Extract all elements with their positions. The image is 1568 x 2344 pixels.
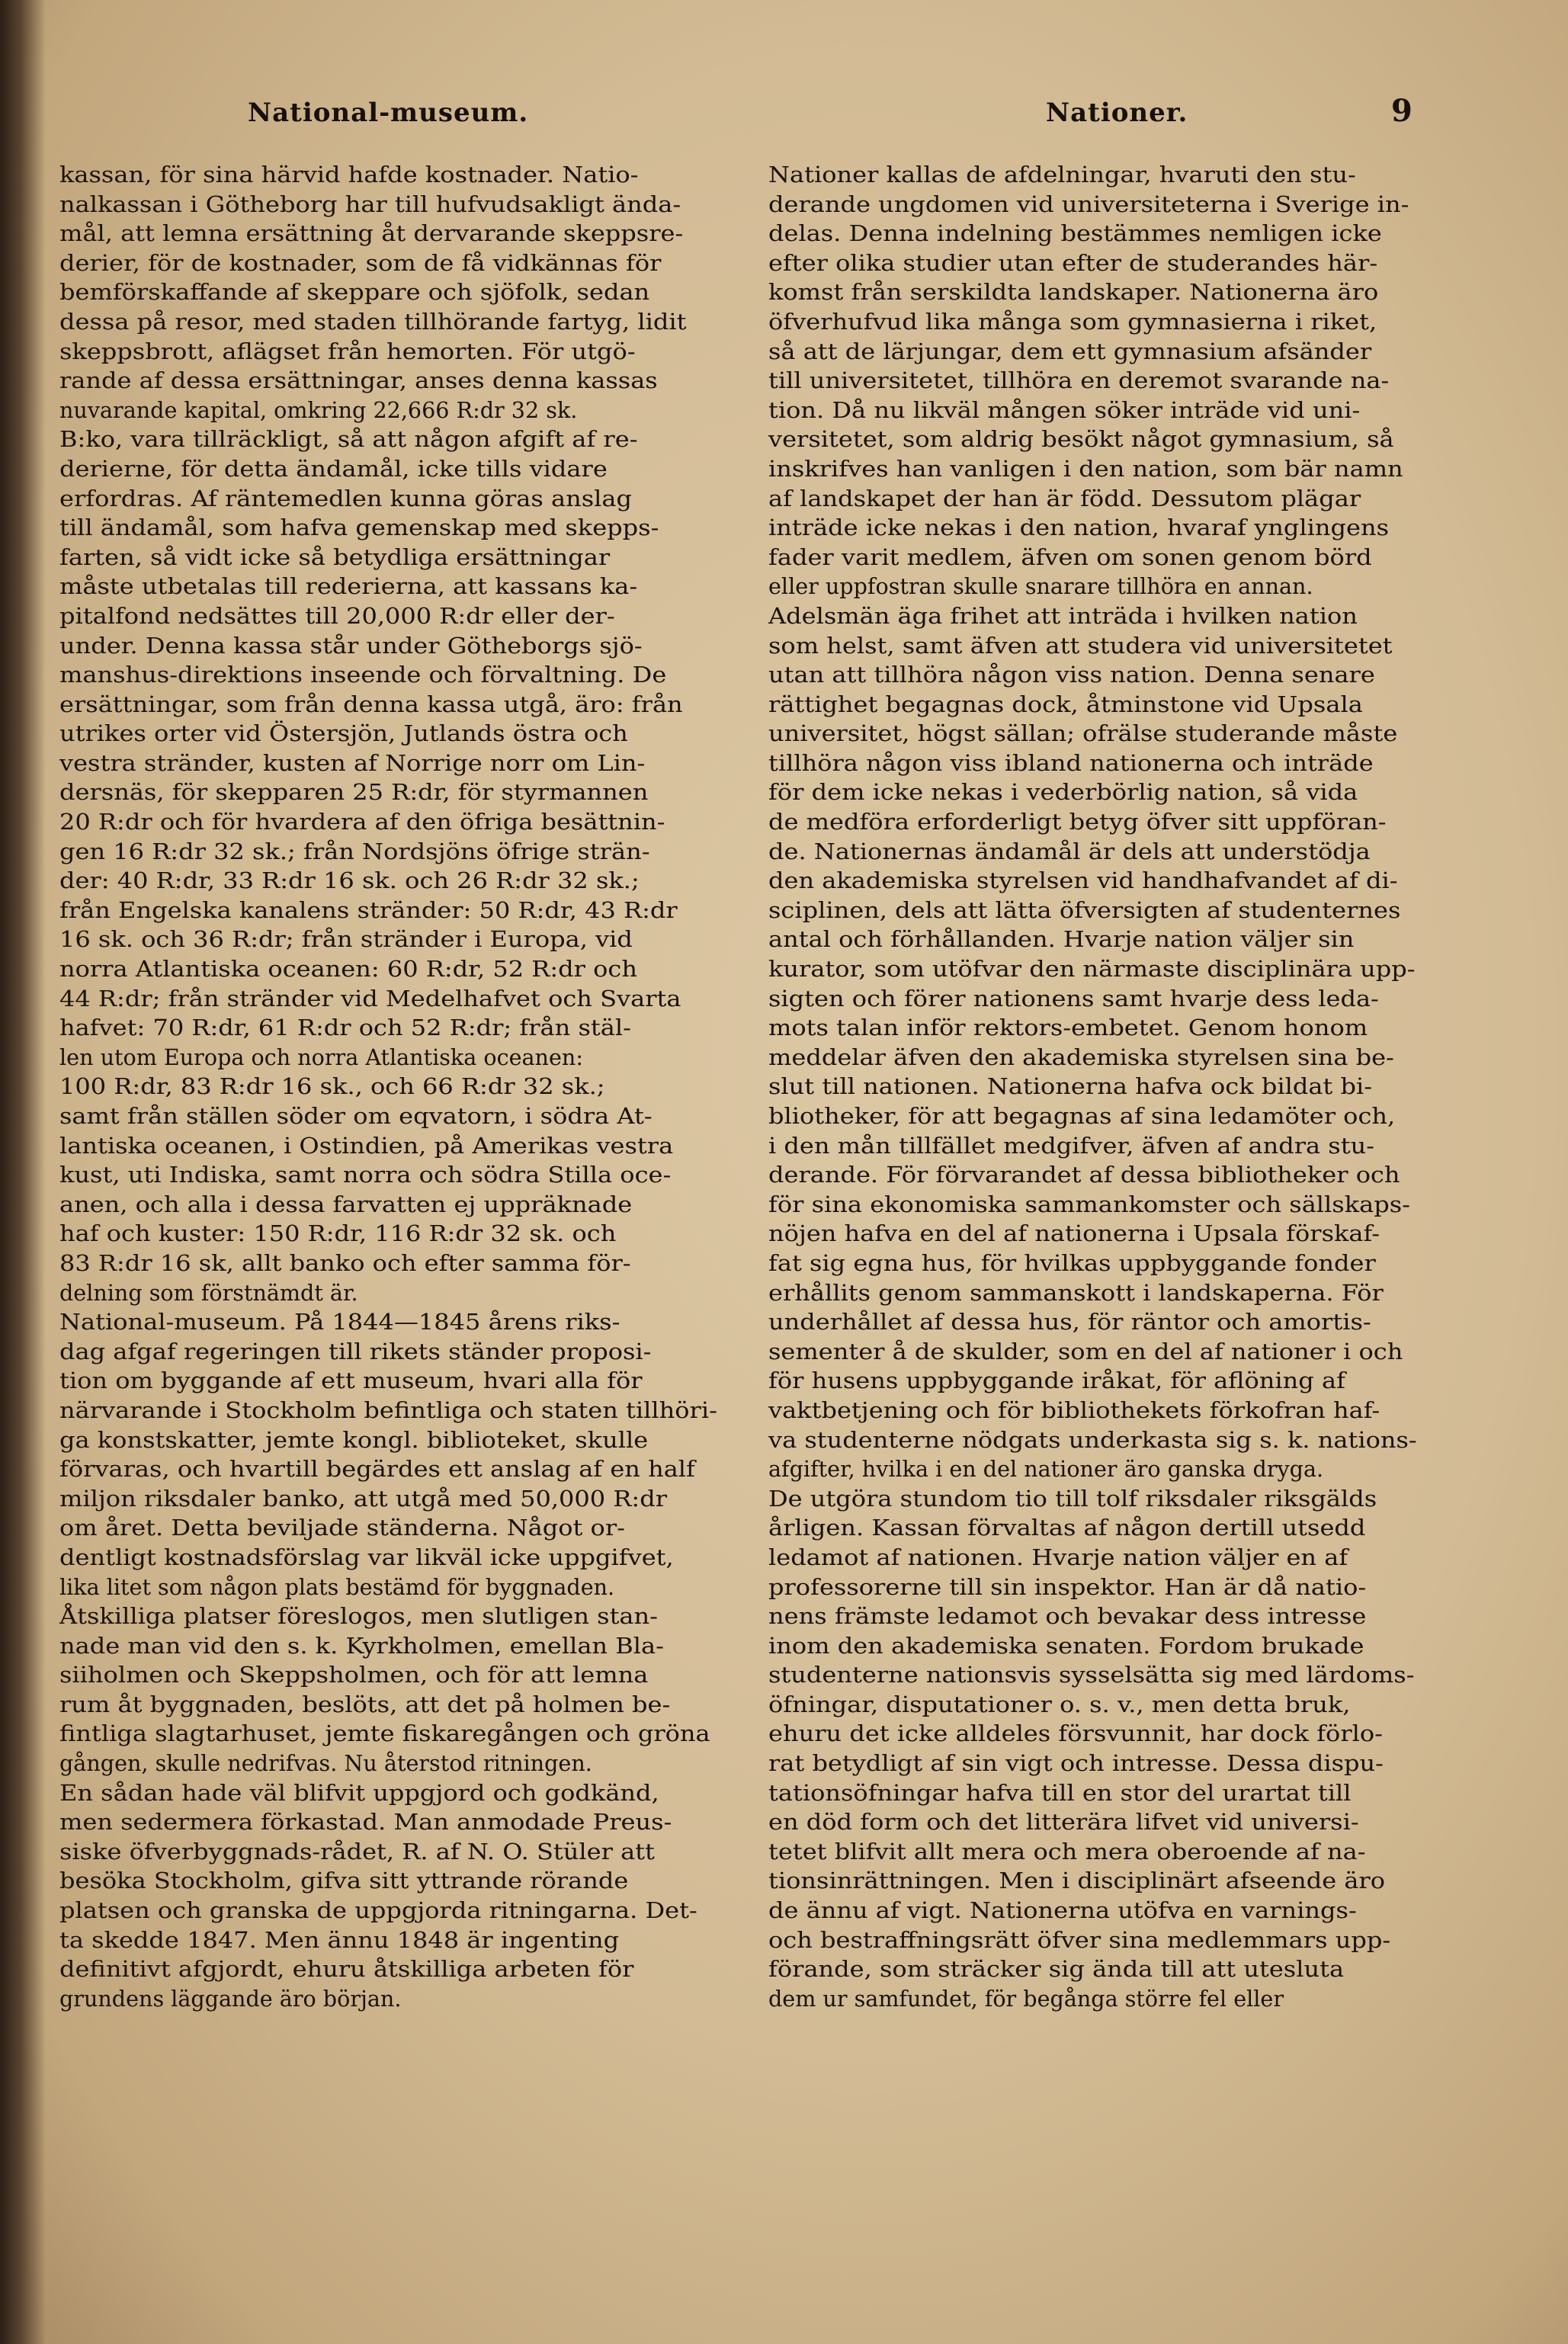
text-line: måste utbetalas till rederierna, att kassans ka- xyxy=(59,573,638,600)
text-line: 44 R:dr; från stränder vid Medelhafvet och Svarta xyxy=(59,985,681,1012)
text-line: sigten och förer nationens samt hvarje dess leda- xyxy=(768,985,1379,1012)
text-line: så att de lärjungar, dem ett gymnasium afsänder xyxy=(768,338,1372,364)
running-header-right: Nationer. xyxy=(1046,98,1188,128)
text-line: grundens läggande äro början. xyxy=(59,1985,402,2012)
text-line: besöka Stockholm, gifva sitt yttrande rörande xyxy=(59,1868,629,1894)
text-line: tetet blifvit allt mera och mera oberoende af na- xyxy=(768,1838,1366,1865)
text-line: förvaras, och hvartill begärdes ett anslag af en half xyxy=(59,1456,695,1483)
text-line: utrikes orter vid Östersjön, Jutlands östra och xyxy=(59,720,628,747)
page-spine-shadow xyxy=(0,0,46,2344)
text-line: bliotheker, för att begagnas af sina ledamöter och, xyxy=(768,1103,1396,1129)
text-line: lantiska oceanen, i Ostindien, på Amerikas vestra xyxy=(59,1132,674,1159)
text-line: kurator, som utöfvar den närmaste disciplinära upp- xyxy=(768,956,1416,983)
text-line: mål, att lemna ersättning åt dervarande skeppsre- xyxy=(59,220,684,247)
text-line: der: 40 R:dr, 33 R:dr 16 sk. och 26 R:dr 32 sk.; xyxy=(59,867,640,894)
text-line: hafvet: 70 R:dr, 61 R:dr och 52 R:dr; från stäl- xyxy=(59,1015,631,1041)
text-line: sementer å de skulder, som en del af nationer i och xyxy=(768,1338,1403,1364)
text-line: ga konstskatter, jemte kongl. biblioteket, skulle xyxy=(59,1426,649,1453)
text-line: de medföra erforderligt betyg öfver sitt uppföran- xyxy=(768,809,1387,835)
text-line: nuvarande kapital, omkring 22,666 R:dr 32 sk. xyxy=(59,396,578,423)
text-line: derierne, för detta ändamål, icke tills vidare xyxy=(59,455,608,482)
text-line: rum åt byggnaden, beslöts, att det på holmen be- xyxy=(59,1691,671,1717)
page-number: 9 xyxy=(1391,93,1413,129)
text-line: närvarande i Stockholm befintliga och staten tillhöri- xyxy=(59,1396,717,1423)
text-line: nens främste ledamot och bevakar dess intresse xyxy=(768,1603,1367,1630)
text-line: de. Nationernas ändamål är dels att understödja xyxy=(768,838,1371,864)
right-text-column xyxy=(768,160,1454,2013)
text-line: om året. Detta beviljade ständerna. Något or- xyxy=(59,1515,625,1541)
text-line: dag afgaf regeringen till rikets ständer proposi- xyxy=(59,1338,652,1364)
text-line: underhållet af dessa hus, för räntor och amortis- xyxy=(768,1309,1371,1336)
text-line: National-museum. På 1844—1845 årens riks- xyxy=(59,1309,620,1336)
text-line: afgifter, hvilka i en del nationer äro ganska dryga. xyxy=(768,1456,1324,1483)
text-line: från Engelska kanalens stränder: 50 R:dr, 43 R:dr xyxy=(59,896,678,923)
text-line: erfordras. Af räntemedlen kunna göras anslag xyxy=(59,485,633,511)
text-line: derande ungdomen vid universiteterna i Sverige in- xyxy=(768,191,1409,217)
text-line: fader varit medlem, äfven om sonen genom börd xyxy=(768,544,1372,570)
text-line: platsen och granska de uppgjorda ritningarna. Det- xyxy=(59,1897,697,1924)
text-line: antal och förhållanden. Hvarje nation väljer sin xyxy=(768,926,1355,953)
text-line: siiholmen och Skeppsholmen, och för att lemna xyxy=(59,1662,649,1688)
text-line: under. Denna kassa står under Götheborgs sjö- xyxy=(59,632,643,659)
text-line: nalkassan i Götheborg har till hufvudsakligt ända- xyxy=(59,191,681,217)
text-line: en död form och det litterära lifvet vid universi- xyxy=(768,1809,1359,1836)
text-line: siske öfverbyggnads-rådet, R. af N. O. Stüler att xyxy=(59,1838,655,1865)
text-line: norra Atlantiska oceanen: 60 R:dr, 52 R:dr och xyxy=(59,956,638,983)
text-line: bemförskaffande af skeppare och sjöfolk, sedan xyxy=(59,279,650,306)
text-line: öfverhufvud lika många som gymnasierna i riket, xyxy=(768,308,1377,335)
text-line: tillhöra någon viss ibland nationerna och inträde xyxy=(768,749,1374,776)
text-line: sciplinen, dels att lätta öfversigten af studenternes xyxy=(768,896,1401,923)
text-line: manshus-direktions inseende och förvaltning. De xyxy=(59,662,667,688)
text-line: fat sig egna hus, för hvilkas uppbyggande fonder xyxy=(768,1249,1376,1276)
text-line: studenterne nationsvis sysselsätta sig med lärdoms- xyxy=(768,1662,1415,1688)
text-line: tationsöfningar hafva till en stor del urartat till xyxy=(768,1779,1352,1806)
text-line: tion. Då nu likväl mången söker inträde vid uni- xyxy=(768,396,1361,423)
text-line: för sina ekonomiska sammankomster och sällskaps- xyxy=(768,1191,1410,1217)
text-line: slut till nationen. Nationerna hafva ock bildat bi- xyxy=(768,1073,1373,1100)
text-line: dessa på resor, med staden tillhörande fartyg, lidit xyxy=(59,308,687,335)
text-line: förande, som sträcker sig ända till att utesluta xyxy=(768,1956,1345,1983)
text-line: 83 R:dr 16 sk, allt banko och efter samma för- xyxy=(59,1249,631,1276)
text-line: tionsinrättningen. Men i disciplinärt afseende äro xyxy=(768,1868,1386,1894)
text-line: den akademiska styrelsen vid handhafvandet af di- xyxy=(768,867,1398,894)
text-line: nöjen hafva en del af nationerna i Upsala förskaf- xyxy=(768,1220,1380,1247)
text-line: miljon riksdaler banko, att utgå med 50,000 R:dr xyxy=(59,1485,668,1512)
text-line: erhållits genom sammanskott i landskaperna. För xyxy=(768,1279,1384,1306)
text-line: derande. För förvarandet af dessa bibliotheker och xyxy=(768,1162,1400,1188)
text-line: pitalfond nedsättes till 20,000 R:dr eller der- xyxy=(59,602,615,629)
text-line: meddelar äfven den akademiska styrelsen sina be- xyxy=(768,1044,1394,1070)
text-line: gen 16 R:dr 32 sk.; från Nordsjöns öfrige strän- xyxy=(59,838,650,864)
text-line: versitetet, som aldrig besökt något gymnasium, så xyxy=(768,426,1394,453)
text-line: len utom Europa och norra Atlantiska oceanen: xyxy=(59,1044,583,1070)
left-text-column xyxy=(59,160,730,2013)
text-line: dem ur samfundet, för begånga större fel eller xyxy=(768,1985,1284,2012)
text-line: B:ko, vara tillräckligt, så att någon afgift af re- xyxy=(59,426,638,453)
text-line: dentligt kostnadsförslag var likväl icke uppgifvet, xyxy=(59,1544,674,1570)
text-line: inom den akademiska senaten. Fordom brukade xyxy=(768,1632,1364,1659)
text-line: rat betydligt af sin vigt och intresse. Dessa dispu- xyxy=(768,1750,1384,1777)
text-line: delning som förstnämdt är. xyxy=(59,1279,358,1306)
running-header-left: National-museum. xyxy=(248,98,529,128)
text-line: rande af dessa ersättningar, anses denna kassas xyxy=(59,367,658,394)
text-line: delas. Denna indelning bestämmes nemligen icke xyxy=(768,220,1382,247)
text-line: de ännu af vigt. Nationerna utöfva en varnings- xyxy=(768,1897,1357,1924)
text-line: inträde icke nekas i den nation, hvaraf ynglingens xyxy=(768,515,1390,541)
text-line: ehuru det icke alldeles försvunnit, har dock förlo- xyxy=(768,1720,1383,1747)
text-line: mots talan inför rektors-embetet. Genom honom xyxy=(768,1015,1368,1041)
text-line: fintliga slagtarhuset, jemte fiskaregången och gröna xyxy=(59,1720,710,1747)
text-line: men sedermera förkastad. Man anmodade Preus- xyxy=(59,1809,672,1836)
text-line: för husens uppbyggande iråkat, för aflöning af xyxy=(768,1368,1345,1394)
text-line: derier, för de kostnader, som de få vidkännas för xyxy=(59,249,662,276)
text-line: och bestraffningsrätt öfver sina medlemmars upp- xyxy=(768,1926,1391,1953)
text-line: rättighet begagnas dock, åtminstone vid Upsala xyxy=(768,691,1363,717)
text-line: skeppsbrott, aflägset från hemorten. För utgö- xyxy=(59,338,636,364)
text-line: till ändamål, som hafva gemenskap med skepps- xyxy=(59,515,659,541)
text-line: samt från ställen söder om eqvatorn, i södra At- xyxy=(59,1103,653,1129)
text-line: till universitetet, tillhöra en deremot svarande na- xyxy=(768,367,1390,394)
text-line: utan att tillhöra någon viss nation. Denna senare xyxy=(768,662,1375,688)
text-line: De utgöra stundom tio till tolf riksdaler riksgälds xyxy=(768,1485,1377,1512)
text-line: inskrifves han vanligen i den nation, som bär namn xyxy=(768,455,1403,482)
text-line: i den mån tillfället medgifver, äfven af andra stu- xyxy=(768,1132,1375,1159)
text-line: dersnäs, för skepparen 25 R:dr, för styrmannen xyxy=(59,779,649,806)
text-line: komst från serskildta landskaper. Nationerna äro xyxy=(768,279,1379,306)
text-line: tion om byggande af ett museum, hvari alla för xyxy=(59,1368,643,1394)
text-line: va studenterne nödgats underkasta sig s. k. nations- xyxy=(768,1426,1417,1453)
text-line: farten, så vidt icke så betydliga ersättningar xyxy=(59,544,611,570)
text-line: vaktbetjening och för bibliothekets förkofran haf- xyxy=(768,1396,1380,1423)
text-line: Nationer kallas de afdelningar, hvaruti den stu- xyxy=(768,162,1356,188)
text-line: ersättningar, som från denna kassa utgå, äro: från xyxy=(59,691,683,717)
text-line: 20 R:dr och för hvardera af den öfriga besättnin- xyxy=(59,809,665,835)
text-line: anen, och alla i dessa farvatten ej uppräknade xyxy=(59,1191,633,1217)
text-line: En sådan hade väl blifvit uppgjord och godkänd, xyxy=(59,1779,659,1806)
text-line: gången, skulle nedrifvas. Nu återstod ritningen. xyxy=(59,1750,592,1777)
text-line: 16 sk. och 36 R:dr; från stränder i Europa, vid xyxy=(59,926,633,953)
text-line: kust, uti Indiska, samt norra och södra Stilla oce- xyxy=(59,1162,672,1188)
text-line: för dem icke nekas i vederbörlig nation, så vida xyxy=(768,779,1358,806)
text-line: haf och kuster: 150 R:dr, 116 R:dr 32 sk. och xyxy=(59,1220,617,1247)
text-line: professorerne till sin inspektor. Han är då natio- xyxy=(768,1573,1367,1600)
text-line: 100 R:dr, 83 R:dr 16 sk., och 66 R:dr 32 sk.; xyxy=(59,1073,605,1100)
text-line: årligen. Kassan förvaltas af någon dertill utsedd xyxy=(768,1515,1366,1541)
text-line: efter olika studier utan efter de studerandes här- xyxy=(768,249,1378,276)
text-line: nade man vid den s. k. Kyrkholmen, emellan Bla- xyxy=(59,1632,664,1659)
text-line: universitet, högst sällan; ofrälse studerande måste xyxy=(768,720,1398,747)
text-line: öfningar, disputationer o. s. v., men detta bruk, xyxy=(768,1691,1351,1717)
text-line: kassan, för sina härvid hafde kostnader. Natio- xyxy=(59,162,639,188)
text-line: som helst, samt äfven att studera vid universitetet xyxy=(768,632,1393,659)
text-line: vestra stränder, kusten af Norrige norr om Lin- xyxy=(59,749,646,776)
text-line: af landskapet der han är född. Dessutom plägar xyxy=(768,485,1361,511)
text-line: Adelsmän äga frihet att inträda i hvilken nation xyxy=(768,602,1358,629)
text-line: eller uppfostran skulle snarare tillhöra en annan. xyxy=(768,573,1313,600)
text-line: ledamot af nationen. Hvarje nation väljer en af xyxy=(768,1544,1348,1570)
text-line: Åtskilliga platser föreslogos, men slutligen stan- xyxy=(59,1603,658,1630)
text-line: definitivt afgjordt, ehuru åtskilliga arbeten för xyxy=(59,1956,634,1983)
text-line: lika litet som någon plats bestämd för byggnaden. xyxy=(59,1573,615,1600)
text-line: ta skedde 1847. Men ännu 1848 är ingenting xyxy=(59,1926,620,1953)
